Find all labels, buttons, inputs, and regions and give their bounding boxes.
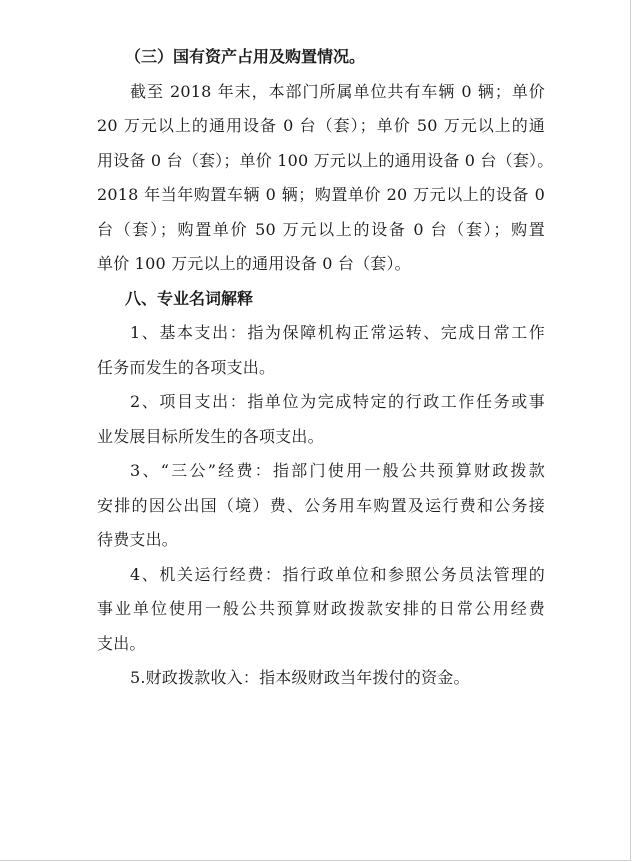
text-line: 业发展目标所发生的各项支出。 <box>97 426 324 446</box>
text-line: 截至 2018 年末，本部门所属单位共有车辆 0 辆；单价 <box>130 81 545 101</box>
glossary-item-project-expenditure <box>97 385 545 454</box>
text-line: 事业单位使用一般公共预算财政拨款安排的日常公用经费 <box>97 599 545 618</box>
glossary-item-agency-operating-expenses <box>97 558 545 662</box>
section-heading-state-assets: （三）国有资产占用及购置情况。 <box>125 47 366 66</box>
text-line: 2、项目支出：指单位为完成特定的行政工作任务或事 <box>130 392 545 411</box>
text-line: 5.财政拨款收入：指本级财政当年拨付的资金。 <box>130 668 470 687</box>
glossary-item-basic-expenditure <box>97 316 545 385</box>
glossary-item-three-public-expenses <box>97 454 545 558</box>
glossary-item-fiscal-appropriation-income <box>97 661 545 696</box>
text-line: 3、“三公”经费：指部门使用一般公共预算财政拨款 <box>130 461 545 480</box>
text-line: 单价 100 万元以上的通用设备 0 台（套）。 <box>97 254 411 273</box>
text-line: 2018 年当年购置车辆 0 辆；购置单价 20 万元以上的设备 0 <box>97 185 545 204</box>
text-line: 待费支出。 <box>97 530 179 549</box>
text-line: 4、机关运行经费：指行政单位和参照公务员法管理的 <box>130 564 545 584</box>
paragraph-state-assets <box>97 75 554 282</box>
text-line: 台（套）；购置单价 50 万元以上的设备 0 台（套）；购置 <box>97 219 545 239</box>
text-line: 安排的因公出国（境）费、公务用车购置及运行费和公务接 <box>97 495 545 515</box>
text-line: 支出。 <box>97 633 146 653</box>
text-line: 用设备 0 台（套）；单价 100 万元以上的通用设备 0 台（套）。 <box>97 150 554 170</box>
text-line: 任务而发生的各项支出。 <box>97 357 276 377</box>
text-line: 1、基本支出：指为保障机构正常运转、完成日常工作 <box>130 323 545 342</box>
document-body <box>97 40 554 696</box>
text-line: 20 万元以上的通用设备 0 台（套）；单价 50 万元以上的通 <box>97 116 545 135</box>
section-heading-glossary: 八、专业名词解释 <box>125 288 254 308</box>
